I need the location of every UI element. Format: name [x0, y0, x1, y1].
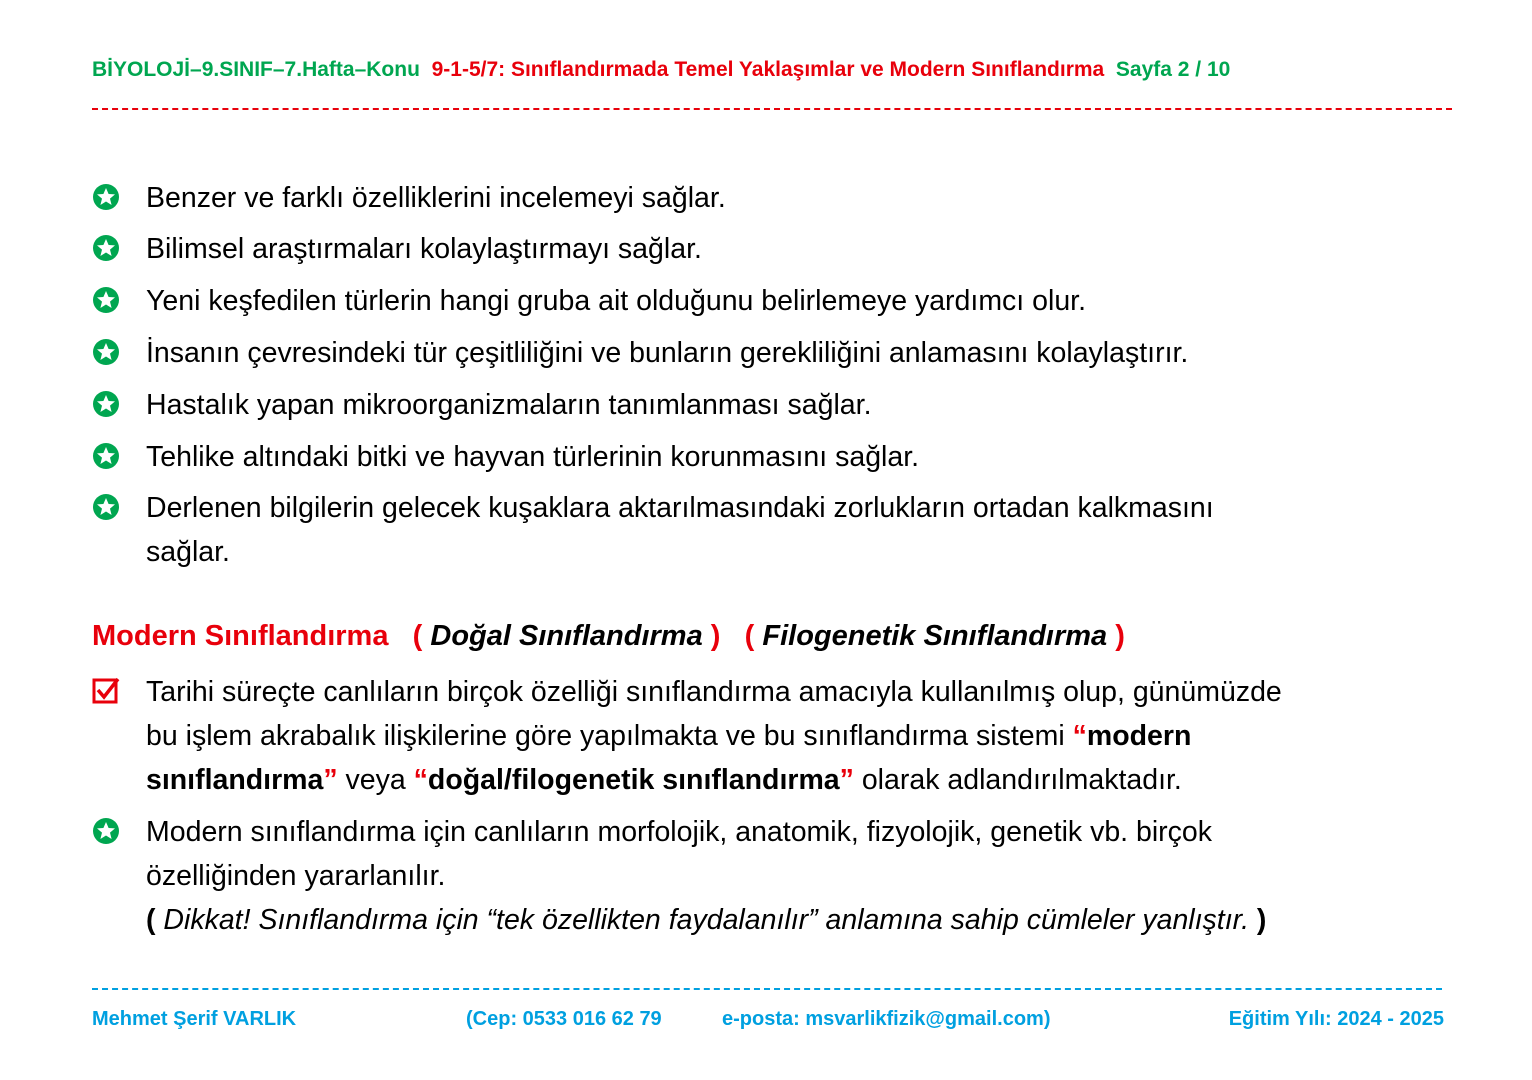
list-item — [92, 227, 702, 271]
checkbox-checked-icon — [92, 677, 120, 705]
section-title: Modern Sınıflandırma — [92, 620, 389, 652]
list-item — [92, 810, 1266, 942]
section-heading — [92, 620, 1125, 653]
star-bullet-icon — [92, 442, 120, 470]
paren: ( — [744, 620, 755, 652]
text-line: Yeni keşfedilen türlerin hangi gruba ait olduğunu belirlemeye yardımcı olur. — [146, 285, 1087, 317]
footer-divider — [92, 988, 1442, 990]
list-item — [92, 435, 919, 479]
bold-term: sınıflandırma — [146, 764, 324, 796]
footer-author: Mehmet Şerif VARLIK — [92, 1008, 297, 1030]
star-bullet-icon — [92, 286, 120, 314]
text-line: İnsanın çevresindeki tür çeşitliliğini ve bunların gerekliliğini anlamasını kolaylaştırır. — [146, 337, 1189, 369]
text-line: Bilimsel araştırmaları kolaylaştırmayı sağlar. — [146, 233, 702, 265]
text-line: Benzer ve farklı özelliklerini incelemeyi sağlar. — [146, 182, 726, 214]
quote: “ — [413, 764, 428, 796]
section-alt2: Filogenetik Sınıflandırma — [762, 620, 1108, 652]
star-bullet-icon — [92, 390, 120, 418]
star-bullet-icon — [92, 183, 120, 211]
bold-term: modern — [1086, 720, 1192, 752]
paren: ) — [1115, 620, 1125, 652]
paren: ) — [1256, 904, 1267, 936]
footer-email: e-posta: msvarlikfizik@gmail.com) — [722, 1008, 1051, 1030]
text-line: bu işlem akrabalık ilişkilerine göre yapılmakta ve bu sınıflandırma sistemi — [146, 720, 1073, 752]
paren: ( — [412, 620, 423, 652]
paren: ( — [146, 904, 156, 936]
paren: ) — [710, 620, 721, 652]
quote: ” — [839, 764, 854, 796]
list-item — [92, 670, 1282, 802]
list-item — [92, 331, 1188, 375]
header-page: Sayfa 2 / 10 — [1115, 58, 1231, 81]
header-divider — [92, 108, 1452, 110]
list-item — [92, 279, 1086, 323]
list-item — [92, 176, 726, 220]
star-bullet-icon — [92, 493, 120, 521]
page-header — [92, 58, 1230, 82]
header-subject: BİYOLOJİ–9.SINIF–7.Hafta–Konu — [92, 58, 420, 81]
warning-note: Dikkat! Sınıflandırma için “tek özellikten faydalanılır” anlamına sahip cümleler yanlıştır. — [163, 904, 1249, 936]
star-bullet-icon — [92, 338, 120, 366]
text-line: Tehlike altındaki bitki ve hayvan türlerinin korunmasını sağlar. — [146, 441, 920, 473]
text-line: Hastalık yapan mikroorganizmaların tanımlanması sağlar. — [146, 389, 872, 421]
text: olarak adlandırılmaktadır. — [853, 764, 1182, 796]
text: veya — [337, 764, 414, 796]
text-line: sağlar. — [146, 536, 230, 568]
quote: “ — [1072, 720, 1087, 752]
section-alt1: Doğal Sınıflandırma — [430, 620, 703, 652]
text-line: Tarihi süreçte canlıların birçok özelliği sınıflandırma amacıyla kullanılmış olup, günümüzde — [146, 676, 1282, 708]
text-line: Modern sınıflandırma için canlıların morfolojik, anatomik, fizyolojik, genetik vb. birçok — [146, 816, 1213, 848]
quote: ” — [323, 764, 338, 796]
text-line: Derlenen bilgilerin gelecek kuşaklara aktarılmasındaki zorlukların ortadan kalkmasını — [146, 492, 1214, 524]
list-item — [92, 486, 1214, 574]
bold-term: doğal/filogenetik sınıflandırma — [427, 764, 840, 796]
text-line: özelliğinden yararlanılır. — [146, 860, 446, 892]
star-bullet-icon — [92, 817, 120, 845]
footer-phone: (Cep: 0533 016 62 79 — [466, 1008, 662, 1030]
star-bullet-icon — [92, 234, 120, 262]
list-item — [92, 383, 871, 427]
header-topic: 9-1-5/7: Sınıflandırmada Temel Yaklaşımlar ve Modern Sınıflandırma — [431, 58, 1105, 81]
footer-year: Eğitim Yılı: 2024 - 2025 — [1228, 1008, 1444, 1030]
